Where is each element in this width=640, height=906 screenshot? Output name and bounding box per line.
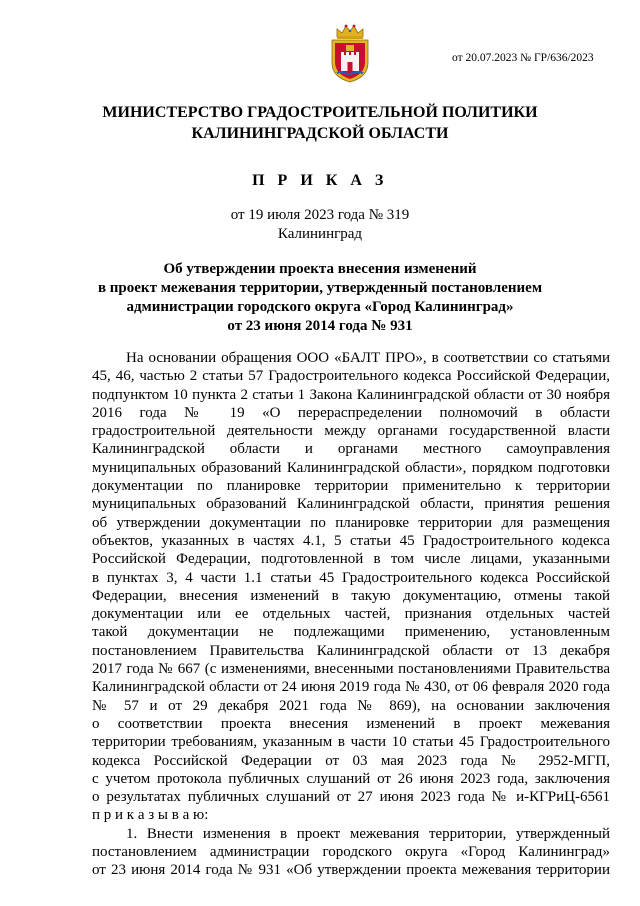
body-line: объектов, указанных в частях 4.1, 5 статьи 45 Градостроительного кодекса bbox=[92, 532, 610, 549]
body-line: об утверждении документации по планировке территории для размещения bbox=[92, 514, 610, 531]
body-line: подпунктом 10 пункта 2 статьи 1 Закона Калининградской области от 30 ноября bbox=[92, 386, 610, 403]
body-line: Калининградской области от 24 июня 2019 года № 430, от 06 февраля 2020 года bbox=[92, 679, 610, 696]
order-directive: п р и к а з ы в а ю: bbox=[92, 807, 209, 824]
order-date: от 19 июля 2023 года № 319 bbox=[230, 207, 410, 223]
subject-line: администрации городского округа «Город Калининград» bbox=[126, 299, 514, 315]
body-line: Калининградской области и органами местного самоуправления bbox=[92, 441, 610, 458]
body-line: документации по планировке территории применительно к территории bbox=[92, 478, 610, 495]
body-line: с учетом протокола публичных слушаний от 26 июня 2023 года, заключения bbox=[92, 770, 610, 787]
body-line: территории требованиям, указанным в части 10 статьи 45 Градостроительного bbox=[92, 734, 610, 751]
registration-number: от 20.07.2023 № ГР/636/2023 bbox=[452, 52, 594, 64]
subject-line: в проект межевания территории, утвержденный постановлением bbox=[97, 280, 543, 296]
subject-line: Об утверждении проекта внесения изменений bbox=[163, 261, 477, 277]
order-city: Калининград bbox=[277, 226, 363, 242]
body-line: документации или ее отдельных частей, признания отдельных частей bbox=[92, 606, 610, 623]
subject-line: от 23 июня 2014 года № 931 bbox=[227, 318, 413, 334]
item-line: от 23 июня 2014 года № 931 «Об утверждении проекта межевания территории bbox=[92, 862, 610, 879]
body-line: 2016 года № 19 «О перераспределении полномочий в области bbox=[92, 404, 610, 421]
body-line: Российской Федерации, подготовленной в том числе лицами, указанными bbox=[92, 551, 610, 568]
body-line: о результатах публичных слушаний от 27 июня 2023 года № и-КГРиЦ-6561 bbox=[92, 789, 610, 806]
body-line: 2017 года № 667 (с изменениями, внесенными постановлениями Правительства bbox=[92, 661, 610, 678]
body-line: 45, 46, частью 2 статьи 57 Градостроительного кодекса Российской Федерации, bbox=[92, 368, 610, 385]
body-line: градостроительной деятельности между органами государственной власти bbox=[92, 423, 610, 440]
body-line: муниципальных образований Калининградской области», порядком подготовки bbox=[92, 459, 610, 476]
body-line: На основании обращения ООО «БАЛТ ПРО», в соответствии со статьями bbox=[126, 350, 610, 366]
ministry-name-line: МИНИСТЕРСТВО ГРАДОСТРОИТЕЛЬНОЙ ПОЛИТИКИ bbox=[102, 104, 538, 121]
ministry-name-line: КАЛИНИНГРАДСКОЙ ОБЛАСТИ bbox=[191, 125, 449, 142]
body-line: постановлением Правительства Калининградской области от 13 декабря bbox=[92, 642, 610, 659]
order-date-block bbox=[0, 206, 640, 244]
body-line: о соответствии проекта внесения изменений в проект межевания bbox=[92, 715, 610, 732]
item-line: 1. Внести изменения в проект межевания территории, утвержденный bbox=[126, 825, 610, 842]
body-line: Федерации, внесения изменений в такую документацию, отмены такой bbox=[92, 587, 610, 604]
order-body bbox=[92, 349, 610, 880]
order-subject bbox=[0, 260, 640, 336]
order-title: П Р И К А З bbox=[252, 172, 388, 189]
body-line: такой документации не подлежащими применению, установленным bbox=[92, 624, 610, 641]
ministry-name bbox=[0, 102, 640, 144]
body-line: № 57 и от 29 декабря 2021 года № 869), на основании заключения bbox=[92, 697, 610, 714]
body-line: в пунктах 3, 4 части 1.1 статьи 45 Градостроительного кодекса Российской bbox=[92, 569, 610, 586]
body-line: муниципальных образований Калининградской области, принятия решения bbox=[92, 496, 610, 513]
body-line: кодекса Российской Федерации от 03 мая 2023 года № 2952-МГП, bbox=[92, 752, 610, 769]
kaliningrad-coat-of-arms-icon bbox=[328, 23, 372, 83]
item-line: постановлением администрации городского округа «Город Калининград» bbox=[92, 844, 610, 861]
